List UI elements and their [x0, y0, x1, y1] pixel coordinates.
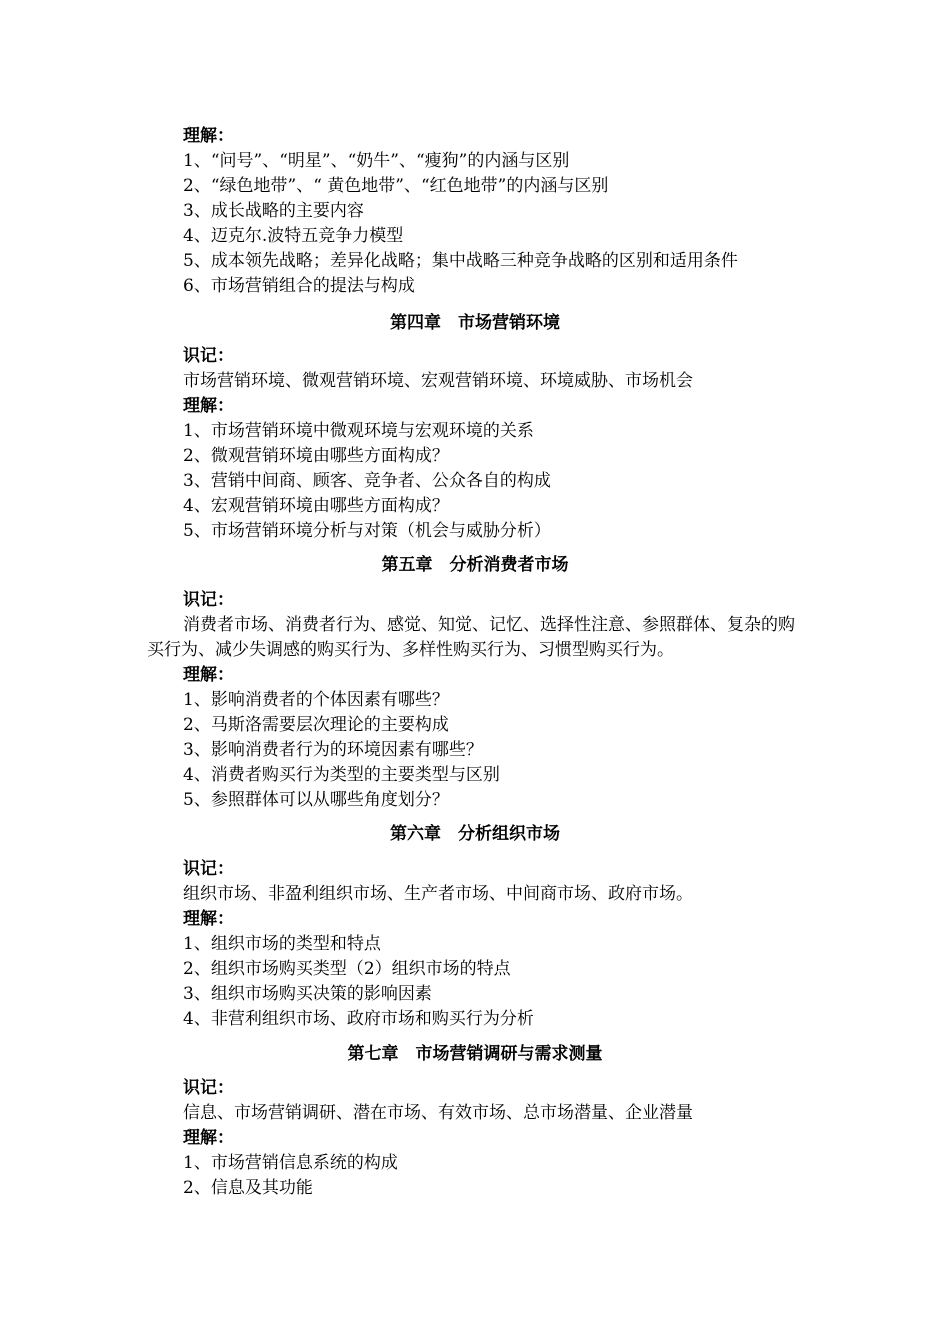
list-item: 6、市场营销组合的提法与构成 [183, 276, 415, 296]
list-item: 3、营销中间商、顾客、竞争者、公众各自的构成 [183, 471, 551, 491]
recall-text: 市场营销环境、微观营销环境、宏观营销环境、环境威胁、市场机会 [183, 371, 693, 391]
chapter-heading: 第四章 市场营销环境 [390, 313, 560, 333]
list-item: 5、成本领先战略；差异化战略；集中战略三种竞争战略的区别和适用条件 [183, 251, 738, 271]
list-item: 1、市场营销环境中微观环境与宏观环境的关系 [183, 421, 534, 441]
list-item: 4、消费者购买行为类型的主要类型与区别 [183, 765, 500, 785]
list-item: 1、市场营销信息系统的构成 [183, 1153, 398, 1173]
chapter-heading: 第六章 分析组织市场 [390, 824, 560, 844]
list-item: 1、影响消费者的个体因素有哪些？ [183, 690, 449, 710]
chapter-heading: 第五章 分析消费者市场 [381, 555, 569, 575]
list-item: 3、影响消费者行为的环境因素有哪些？ [183, 740, 483, 760]
recall-label: 识记： [183, 590, 234, 610]
list-item: 4、宏观营销环境由哪些方面构成？ [183, 496, 449, 516]
list-item: 5、参照群体可以从哪些角度划分？ [183, 790, 449, 810]
list-item: 2、“绿色地带”、“ 黄色地带”、“红色地带”的内涵与区别 [183, 176, 609, 196]
list-item: 3、组织市场购买决策的影响因素 [183, 984, 432, 1004]
recall-text: 消费者市场、消费者行为、感觉、知觉、记忆、选择性注意、参照群体、复杂的购买行为、减少失调感的购买行为、多样性购买行为、习惯型购买行为。 [147, 615, 795, 660]
list-item: 3、成长战略的主要内容 [183, 201, 364, 221]
chapter-heading: 第七章 市场营销调研与需求测量 [347, 1044, 603, 1064]
recall-text: 组织市场、非盈利组织市场、生产者市场、中间商市场、政府市场。 [183, 884, 693, 904]
list-item: 2、组织市场购买类型（2）组织市场的特点 [183, 959, 511, 979]
list-item: 2、微观营销环境由哪些方面构成？ [183, 446, 449, 466]
list-item: 5、市场营销环境分析与对策（机会与威胁分析） [183, 521, 551, 541]
list-item: 4、迈克尔.波特五竞争力模型 [183, 226, 404, 246]
recall-label: 识记： [183, 346, 234, 366]
list-item: 2、信息及其功能 [183, 1178, 313, 1198]
understand-label: 理解： [183, 126, 234, 146]
understand-label: 理解： [183, 909, 234, 929]
understand-label: 理解： [183, 1128, 234, 1148]
list-item: 1、“问号”、“明星”、“奶牛”、“瘦狗”的内涵与区别 [183, 151, 570, 171]
understand-label: 理解： [183, 396, 234, 416]
understand-label: 理解： [183, 665, 234, 685]
recall-label: 识记： [183, 1078, 234, 1098]
list-item: 2、马斯洛需要层次理论的主要构成 [183, 715, 449, 735]
recall-text: 信息、市场营销调研、潜在市场、有效市场、总市场潜量、企业潜量 [183, 1103, 693, 1123]
list-item: 4、非营利组织市场、政府市场和购买行为分析 [183, 1009, 534, 1029]
list-item: 1、组织市场的类型和特点 [183, 934, 381, 954]
recall-label: 识记： [183, 859, 234, 879]
